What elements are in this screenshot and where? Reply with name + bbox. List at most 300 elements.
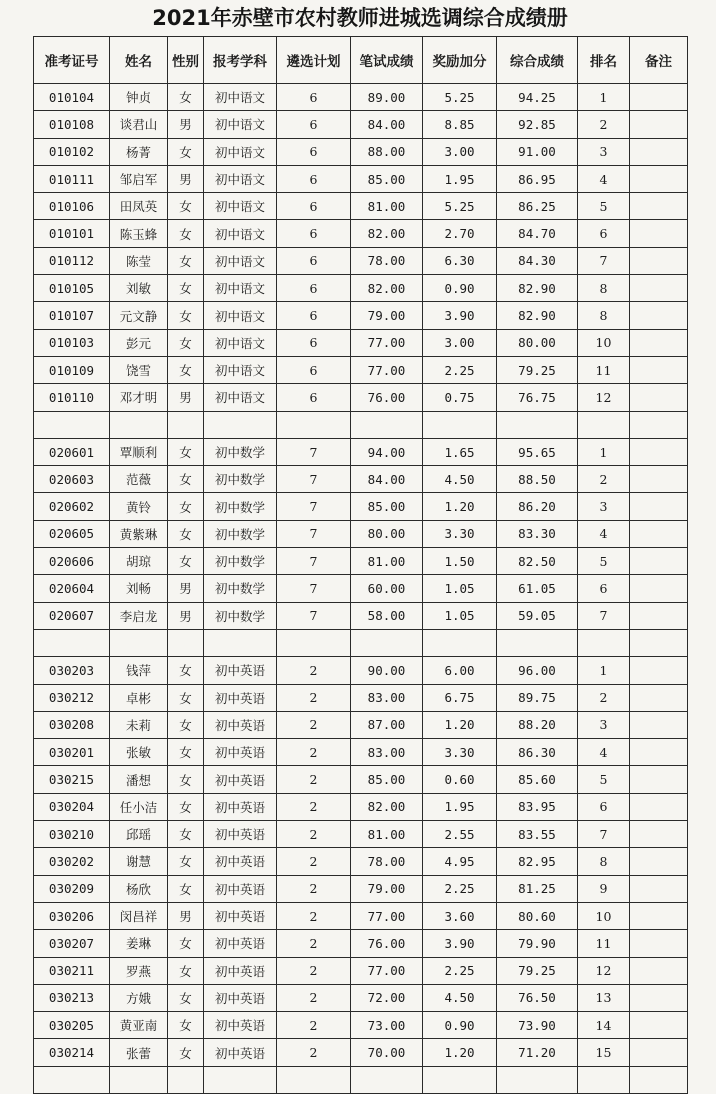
cell-bonus: 0.60	[423, 766, 497, 793]
cell-gender: 女	[168, 766, 204, 793]
cell-bonus: 1.95	[423, 165, 497, 192]
column-header-exam-id: 准考证号	[34, 37, 110, 84]
table-row	[34, 84, 688, 111]
cell-total-score	[497, 411, 578, 438]
cell-remarks	[630, 356, 688, 383]
cell-plan: 7	[277, 493, 351, 520]
cell-plan: 6	[277, 138, 351, 165]
cell-exam-id: 010101	[34, 220, 110, 247]
cell-remarks	[630, 657, 688, 684]
cell-plan	[277, 411, 351, 438]
cell-exam-id: 030209	[34, 875, 110, 902]
cell-plan: 7	[277, 548, 351, 575]
cell-exam-id: 030201	[34, 739, 110, 766]
cell-name: 黄亚南	[110, 1012, 168, 1039]
cell-subject	[204, 1066, 277, 1093]
cell-exam-id: 010111	[34, 165, 110, 192]
cell-total-score: 89.75	[497, 684, 578, 711]
cell-gender: 女	[168, 739, 204, 766]
cell-bonus: 3.30	[423, 739, 497, 766]
cell-remarks	[630, 520, 688, 547]
cell-remarks	[630, 930, 688, 957]
cell-rank: 6	[578, 793, 630, 820]
cell-bonus: 2.70	[423, 220, 497, 247]
cell-exam-id: 020606	[34, 548, 110, 575]
cell-bonus: 1.20	[423, 493, 497, 520]
cell-written-score: 84.00	[351, 111, 423, 138]
cell-subject: 初中语文	[204, 329, 277, 356]
cell-total-score: 91.00	[497, 138, 578, 165]
cell-bonus: 0.90	[423, 275, 497, 302]
cell-rank: 1	[578, 657, 630, 684]
table-row	[34, 930, 688, 957]
cell-subject: 初中英语	[204, 1039, 277, 1066]
cell-written-score: 77.00	[351, 957, 423, 984]
cell-exam-id: 010109	[34, 356, 110, 383]
cell-total-score: 81.25	[497, 875, 578, 902]
cell-gender: 女	[168, 793, 204, 820]
cell-rank: 8	[578, 848, 630, 875]
cell-name	[110, 1066, 168, 1093]
cell-remarks	[630, 411, 688, 438]
cell-plan: 6	[277, 247, 351, 274]
cell-subject: 初中英语	[204, 739, 277, 766]
cell-exam-id: 030208	[34, 711, 110, 738]
cell-subject: 初中数学	[204, 575, 277, 602]
cell-written-score: 83.00	[351, 739, 423, 766]
cell-remarks	[630, 247, 688, 274]
cell-remarks	[630, 957, 688, 984]
cell-gender: 女	[168, 193, 204, 220]
cell-plan: 2	[277, 957, 351, 984]
table-row	[34, 275, 688, 302]
cell-name: 潘想	[110, 766, 168, 793]
table-row	[34, 657, 688, 684]
table-row	[34, 193, 688, 220]
cell-exam-id: 010103	[34, 329, 110, 356]
table-row	[34, 629, 688, 656]
column-header-total-score: 综合成绩	[497, 37, 578, 84]
cell-exam-id: 030206	[34, 902, 110, 929]
cell-plan: 7	[277, 438, 351, 465]
cell-bonus: 2.25	[423, 875, 497, 902]
cell-subject: 初中英语	[204, 875, 277, 902]
cell-name: 黄铃	[110, 493, 168, 520]
cell-rank	[578, 411, 630, 438]
cell-gender: 女	[168, 957, 204, 984]
table-row	[34, 848, 688, 875]
cell-subject: 初中语文	[204, 356, 277, 383]
cell-subject: 初中数学	[204, 466, 277, 493]
cell-remarks	[630, 466, 688, 493]
cell-subject: 初中英语	[204, 957, 277, 984]
cell-plan	[277, 629, 351, 656]
cell-gender: 女	[168, 548, 204, 575]
cell-exam-id: 020603	[34, 466, 110, 493]
cell-remarks	[630, 793, 688, 820]
cell-rank: 4	[578, 165, 630, 192]
table-row	[34, 793, 688, 820]
cell-plan: 2	[277, 711, 351, 738]
cell-plan: 7	[277, 575, 351, 602]
cell-written-score: 94.00	[351, 438, 423, 465]
table-row	[34, 165, 688, 192]
cell-written-score: 76.00	[351, 930, 423, 957]
cell-name: 张蕾	[110, 1039, 168, 1066]
cell-name: 方娥	[110, 984, 168, 1011]
cell-subject: 初中数学	[204, 438, 277, 465]
cell-remarks	[630, 684, 688, 711]
cell-remarks	[630, 739, 688, 766]
cell-name: 饶雪	[110, 356, 168, 383]
cell-remarks	[630, 984, 688, 1011]
cell-total-score: 94.25	[497, 84, 578, 111]
cell-total-score: 83.55	[497, 821, 578, 848]
cell-bonus: 3.90	[423, 930, 497, 957]
cell-remarks	[630, 84, 688, 111]
table-row	[34, 766, 688, 793]
cell-name: 邓才明	[110, 384, 168, 411]
cell-gender: 女	[168, 275, 204, 302]
column-header-bonus: 奖励加分	[423, 37, 497, 84]
cell-bonus: 6.00	[423, 657, 497, 684]
cell-gender: 女	[168, 984, 204, 1011]
cell-gender: 男	[168, 602, 204, 629]
cell-written-score: 60.00	[351, 575, 423, 602]
cell-gender: 女	[168, 1039, 204, 1066]
cell-bonus: 3.30	[423, 520, 497, 547]
cell-subject: 初中数学	[204, 602, 277, 629]
cell-exam-id: 020605	[34, 520, 110, 547]
cell-bonus: 8.85	[423, 111, 497, 138]
cell-written-score: 72.00	[351, 984, 423, 1011]
cell-subject: 初中英语	[204, 684, 277, 711]
cell-bonus: 6.30	[423, 247, 497, 274]
cell-plan: 2	[277, 875, 351, 902]
cell-plan: 6	[277, 329, 351, 356]
cell-total-score: 85.60	[497, 766, 578, 793]
cell-name: 邱瑶	[110, 821, 168, 848]
column-header-gender: 性别	[168, 37, 204, 84]
table-row	[34, 356, 688, 383]
cell-subject: 初中语文	[204, 138, 277, 165]
cell-written-score: 81.00	[351, 548, 423, 575]
cell-written-score: 89.00	[351, 84, 423, 111]
cell-bonus: 3.90	[423, 302, 497, 329]
page-title: 2021年赤壁市农村教师进城选调综合成绩册	[152, 6, 568, 30]
cell-remarks	[630, 1066, 688, 1093]
cell-total-score	[497, 629, 578, 656]
cell-name: 杨菁	[110, 138, 168, 165]
cell-plan: 6	[277, 275, 351, 302]
cell-subject: 初中英语	[204, 848, 277, 875]
cell-subject: 初中语文	[204, 220, 277, 247]
cell-remarks	[630, 575, 688, 602]
cell-remarks	[630, 821, 688, 848]
cell-subject: 初中语文	[204, 275, 277, 302]
cell-remarks	[630, 275, 688, 302]
cell-remarks	[630, 138, 688, 165]
cell-gender: 女	[168, 1012, 204, 1039]
cell-total-score: 83.30	[497, 520, 578, 547]
cell-subject: 初中英语	[204, 766, 277, 793]
cell-total-score: 79.90	[497, 930, 578, 957]
cell-name: 李启龙	[110, 602, 168, 629]
cell-bonus: 1.95	[423, 793, 497, 820]
table-row	[34, 875, 688, 902]
cell-subject: 初中数学	[204, 493, 277, 520]
cell-rank	[578, 1066, 630, 1093]
cell-total-score: 71.20	[497, 1039, 578, 1066]
cell-exam-id: 030203	[34, 657, 110, 684]
cell-gender: 男	[168, 384, 204, 411]
cell-written-score: 80.00	[351, 520, 423, 547]
table-row	[34, 411, 688, 438]
cell-plan: 2	[277, 1039, 351, 1066]
cell-gender: 女	[168, 875, 204, 902]
cell-total-score: 73.90	[497, 1012, 578, 1039]
cell-gender: 女	[168, 356, 204, 383]
cell-subject: 初中语文	[204, 247, 277, 274]
cell-exam-id	[34, 411, 110, 438]
cell-name: 刘敏	[110, 275, 168, 302]
column-header-plan: 遴选计划	[277, 37, 351, 84]
cell-subject: 初中英语	[204, 793, 277, 820]
cell-exam-id: 030214	[34, 1039, 110, 1066]
cell-total-score: 80.60	[497, 902, 578, 929]
cell-gender: 女	[168, 247, 204, 274]
cell-remarks	[630, 493, 688, 520]
cell-exam-id: 010112	[34, 247, 110, 274]
table-row	[34, 111, 688, 138]
cell-plan: 7	[277, 466, 351, 493]
cell-plan: 2	[277, 1012, 351, 1039]
cell-rank	[578, 629, 630, 656]
table-row	[34, 493, 688, 520]
cell-bonus: 5.25	[423, 193, 497, 220]
cell-remarks	[630, 629, 688, 656]
cell-written-score: 81.00	[351, 821, 423, 848]
cell-subject: 初中语文	[204, 84, 277, 111]
cell-written-score: 77.00	[351, 902, 423, 929]
cell-bonus: 0.75	[423, 384, 497, 411]
cell-rank: 8	[578, 302, 630, 329]
cell-written-score: 82.00	[351, 220, 423, 247]
cell-total-score: 61.05	[497, 575, 578, 602]
table-row	[34, 329, 688, 356]
cell-exam-id: 030205	[34, 1012, 110, 1039]
cell-name: 罗燕	[110, 957, 168, 984]
cell-name: 胡琼	[110, 548, 168, 575]
cell-total-score: 92.85	[497, 111, 578, 138]
cell-total-score: 82.95	[497, 848, 578, 875]
cell-gender: 女	[168, 930, 204, 957]
cell-gender: 女	[168, 684, 204, 711]
cell-remarks	[630, 602, 688, 629]
cell-written-score: 83.00	[351, 684, 423, 711]
cell-name: 谈君山	[110, 111, 168, 138]
table-row	[34, 739, 688, 766]
cell-rank: 5	[578, 193, 630, 220]
column-header-rank: 排名	[578, 37, 630, 84]
cell-written-score: 85.00	[351, 766, 423, 793]
cell-name: 田凤英	[110, 193, 168, 220]
cell-bonus: 3.60	[423, 902, 497, 929]
cell-subject	[204, 629, 277, 656]
cell-bonus: 5.25	[423, 84, 497, 111]
cell-exam-id: 020607	[34, 602, 110, 629]
cell-written-score	[351, 629, 423, 656]
cell-bonus	[423, 1066, 497, 1093]
cell-bonus: 1.65	[423, 438, 497, 465]
cell-subject: 初中语文	[204, 111, 277, 138]
cell-plan: 7	[277, 602, 351, 629]
cell-rank: 8	[578, 275, 630, 302]
cell-rank: 6	[578, 220, 630, 247]
cell-subject: 初中数学	[204, 520, 277, 547]
cell-name: 邹启军	[110, 165, 168, 192]
cell-gender: 男	[168, 902, 204, 929]
cell-remarks	[630, 220, 688, 247]
cell-gender: 女	[168, 466, 204, 493]
column-header-written-score: 笔试成绩	[351, 37, 423, 84]
cell-written-score: 78.00	[351, 848, 423, 875]
cell-written-score	[351, 411, 423, 438]
cell-remarks	[630, 1012, 688, 1039]
cell-name: 未莉	[110, 711, 168, 738]
cell-plan	[277, 1066, 351, 1093]
cell-exam-id: 030207	[34, 930, 110, 957]
table-row	[34, 902, 688, 929]
grades-table	[33, 36, 688, 1094]
cell-rank: 7	[578, 247, 630, 274]
cell-name: 钟贞	[110, 84, 168, 111]
cell-exam-id: 030212	[34, 684, 110, 711]
cell-gender: 女	[168, 493, 204, 520]
cell-rank: 2	[578, 111, 630, 138]
cell-exam-id: 030215	[34, 766, 110, 793]
cell-plan: 2	[277, 766, 351, 793]
cell-written-score: 77.00	[351, 356, 423, 383]
cell-rank: 15	[578, 1039, 630, 1066]
cell-subject: 初中语文	[204, 384, 277, 411]
cell-written-score	[351, 1066, 423, 1093]
cell-rank: 1	[578, 438, 630, 465]
table-row	[34, 548, 688, 575]
cell-bonus	[423, 629, 497, 656]
table-row	[34, 984, 688, 1011]
cell-plan: 2	[277, 848, 351, 875]
cell-written-score: 76.00	[351, 384, 423, 411]
cell-written-score: 85.00	[351, 165, 423, 192]
column-header-subject: 报考学科	[204, 37, 277, 84]
cell-remarks	[630, 329, 688, 356]
cell-exam-id: 010104	[34, 84, 110, 111]
cell-bonus: 2.55	[423, 821, 497, 848]
cell-written-score: 88.00	[351, 138, 423, 165]
cell-total-score: 80.00	[497, 329, 578, 356]
cell-total-score: 82.90	[497, 275, 578, 302]
cell-written-score: 84.00	[351, 466, 423, 493]
cell-total-score: 79.25	[497, 356, 578, 383]
column-header-remarks: 备注	[630, 37, 688, 84]
cell-subject: 初中英语	[204, 1012, 277, 1039]
cell-total-score: 59.05	[497, 602, 578, 629]
cell-written-score: 82.00	[351, 793, 423, 820]
cell-rank: 2	[578, 684, 630, 711]
cell-subject: 初中语文	[204, 165, 277, 192]
cell-gender: 女	[168, 138, 204, 165]
header-row	[34, 37, 688, 84]
table-row	[34, 520, 688, 547]
cell-gender: 女	[168, 711, 204, 738]
cell-total-score: 83.95	[497, 793, 578, 820]
table-row	[34, 602, 688, 629]
cell-rank: 5	[578, 548, 630, 575]
cell-gender: 女	[168, 438, 204, 465]
cell-name	[110, 411, 168, 438]
cell-written-score: 87.00	[351, 711, 423, 738]
cell-written-score: 79.00	[351, 302, 423, 329]
cell-plan: 2	[277, 739, 351, 766]
cell-written-score: 79.00	[351, 875, 423, 902]
cell-rank: 7	[578, 821, 630, 848]
cell-total-score: 86.95	[497, 165, 578, 192]
cell-plan: 6	[277, 84, 351, 111]
cell-name: 覃顺利	[110, 438, 168, 465]
table-row	[34, 575, 688, 602]
cell-total-score: 88.20	[497, 711, 578, 738]
cell-written-score: 90.00	[351, 657, 423, 684]
cell-written-score: 77.00	[351, 329, 423, 356]
cell-total-score: 95.65	[497, 438, 578, 465]
cell-plan: 6	[277, 302, 351, 329]
cell-name: 闵昌祥	[110, 902, 168, 929]
cell-written-score: 70.00	[351, 1039, 423, 1066]
cell-subject: 初中英语	[204, 821, 277, 848]
cell-rank: 11	[578, 356, 630, 383]
cell-total-score: 82.50	[497, 548, 578, 575]
cell-written-score: 78.00	[351, 247, 423, 274]
cell-gender: 女	[168, 84, 204, 111]
table-row	[34, 247, 688, 274]
table-row	[34, 1039, 688, 1066]
cell-exam-id: 030204	[34, 793, 110, 820]
cell-remarks	[630, 548, 688, 575]
cell-gender: 女	[168, 657, 204, 684]
cell-subject: 初中数学	[204, 548, 277, 575]
cell-total-score: 82.90	[497, 302, 578, 329]
cell-exam-id: 020602	[34, 493, 110, 520]
cell-name: 彭元	[110, 329, 168, 356]
cell-plan: 2	[277, 930, 351, 957]
cell-rank: 7	[578, 602, 630, 629]
table-row	[34, 384, 688, 411]
cell-remarks	[630, 875, 688, 902]
cell-bonus: 2.25	[423, 356, 497, 383]
cell-exam-id: 010102	[34, 138, 110, 165]
cell-bonus: 4.50	[423, 984, 497, 1011]
cell-rank: 6	[578, 575, 630, 602]
cell-name: 姜琳	[110, 930, 168, 957]
cell-exam-id: 030213	[34, 984, 110, 1011]
cell-written-score: 85.00	[351, 493, 423, 520]
table-row	[34, 220, 688, 247]
table-row	[34, 138, 688, 165]
cell-rank: 10	[578, 329, 630, 356]
cell-name	[110, 629, 168, 656]
cell-plan: 7	[277, 520, 351, 547]
